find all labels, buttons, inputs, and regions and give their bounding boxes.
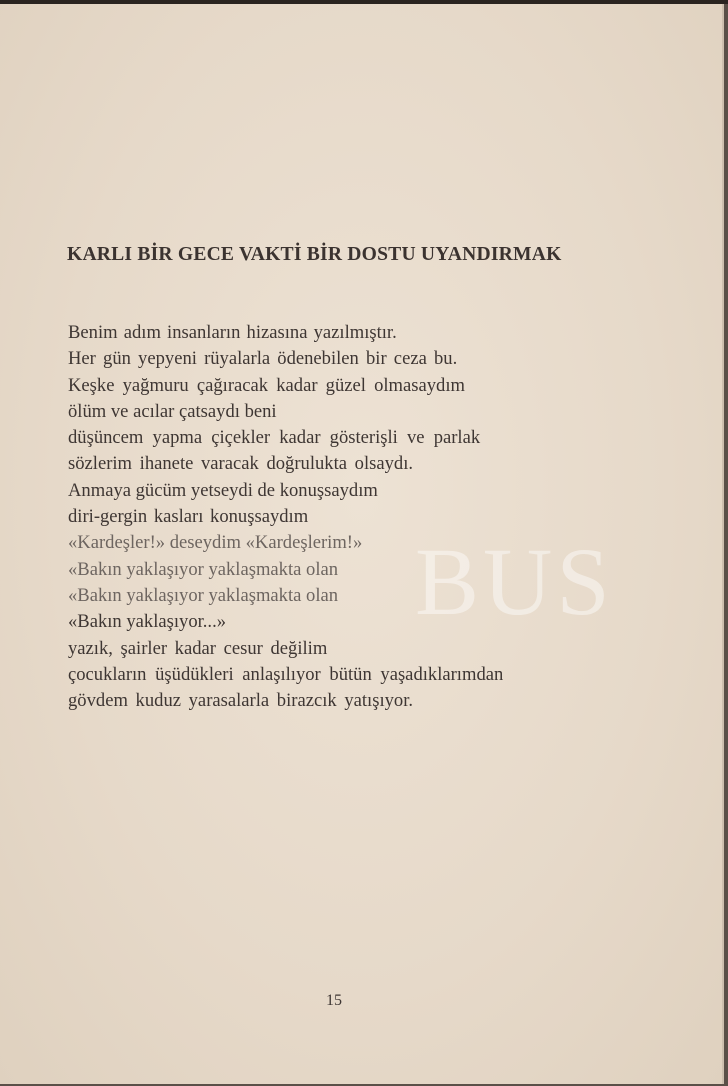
- poem-line: «Bakın yaklaşıyor...»: [68, 611, 227, 633]
- page-number: 15: [326, 992, 342, 1009]
- poem-line: «Bakın yaklaşıyor yaklaşmakta olan: [68, 584, 339, 606]
- poem-line: «Kardeşler!» deseydim «Kardeşlerim!»: [68, 532, 363, 554]
- poem-line: «Bakın yaklaşıyor yaklaşmakta olan: [68, 558, 339, 580]
- poem-line: düşüncem yapma çiçekler kadar gösterişli ve parlak: [68, 427, 481, 449]
- poem-line: Keşke yağmuru çağıracak kadar güzel olmasaydım: [68, 374, 465, 396]
- poem-line: ölüm ve acılar çatsaydı beni: [68, 400, 277, 422]
- poem-line: diri-gergin kasları konuşsaydım: [68, 506, 309, 528]
- book-page: [0, 4, 724, 1084]
- poem-line: Her gün yepyeni rüyalarla ödenebilen bir ceza bu.: [68, 348, 458, 370]
- poem-line: Anmaya gücüm yetseydi de konuşsaydım: [68, 479, 378, 501]
- poem-body: [68, 320, 503, 714]
- poem-title: KARLI BİR GECE VAKTİ BİR DOSTU UYANDIRMAK: [67, 244, 562, 265]
- poem-line: sözlerim ihanete varacak doğrulukta olsaydı.: [68, 453, 414, 475]
- watermark: BUS: [415, 528, 614, 635]
- poem-line: çocukların üşüdükleri anlaşılıyor bütün yaşadıklarımdan: [68, 663, 504, 685]
- poem-line: gövdem kuduz yarasalarla birazcık yatışıyor.: [68, 690, 414, 712]
- poem-line: yazık, şairler kadar cesur değilim: [68, 637, 328, 659]
- poem-line: Benim adım insanların hizasına yazılmıştır.: [68, 322, 397, 343]
